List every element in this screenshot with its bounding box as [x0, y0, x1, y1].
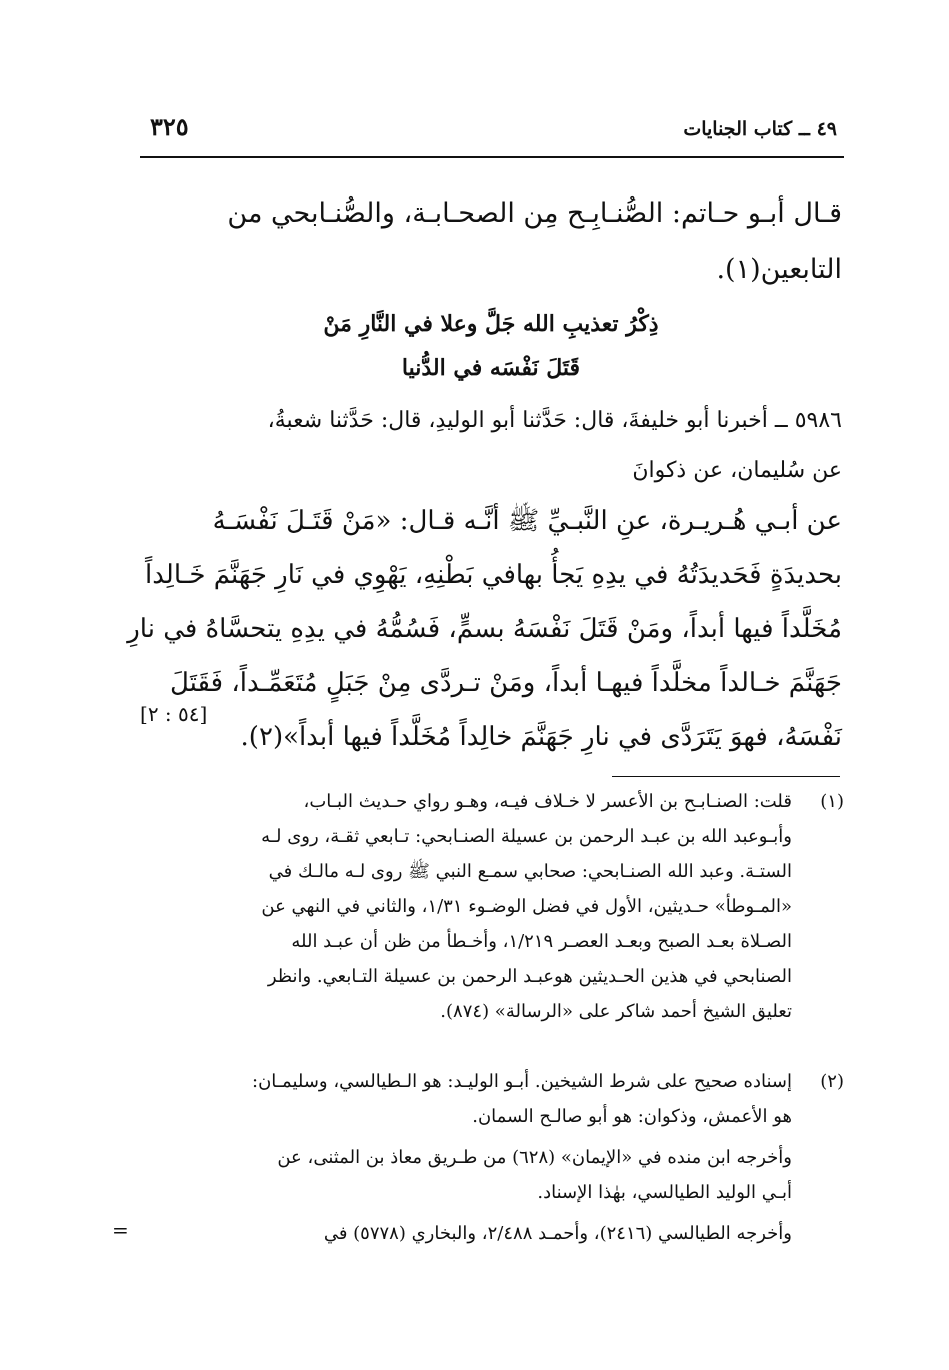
running-header-chapter: ٤٩ ــ كتاب الجنايات [683, 118, 837, 140]
intro-paragraph [140, 186, 842, 298]
matn-line: مُخَلَّداً فيها أبداً، ومَنْ قَتَلَ نَفْسَهُ بسمٍّ، فَسُمُّهُ في يدِهِ يتحسَّاهُ في نارِ [127, 614, 842, 644]
intro-line: التابعين(١). [716, 254, 842, 285]
footnote-number: (٢) [820, 1071, 844, 1092]
matn-line: جَهَنَّمَ خـالداً مخلَّداً فيهـا أبداً، ومَنْ تـردَّى مِنْ جَبَلٍ مُتَعَمِّـداً، فَقَتَلَ [169, 668, 842, 698]
section-title-line: قَتَلَ نَفْسَه في الدُّنيا [401, 355, 581, 381]
page-number: ٣٢٥ [150, 112, 189, 141]
continuation-mark: = [112, 1218, 129, 1242]
footnote-body [130, 1064, 792, 1134]
footnote-line: قلت: الصنـابـح بن الأعسر لا خـلاف فيـه، وهـو رواي حـديث البـاب، [303, 791, 792, 812]
isnad-line: ٥٩٨٦ ــ أخبرنا أبو خليفةَ، قال: حَدَّثنا أبو الوليدِ، قال: حَدَّثنا شعبةُ، [267, 408, 842, 433]
footnote-line: إسناده صحيح على شرط الشيخين. أبـو الوليـد: هو الـطيالسي، وسليمـان: [252, 1071, 792, 1092]
footnote-line: الصـلاة بعـد الصبح وبعـد العصـر ١/٢١٩، وأخـطأ من ظن أن عبـد الله [291, 931, 792, 952]
footnote-line: أبـي الوليد الطيالسي، بهٰذا الإسناد. [537, 1182, 792, 1203]
footnote-1 [130, 784, 842, 1029]
footnote-line: وأبـوعبد الله بن عبـد الرحمن بن عسيلة الصنـابحي: تـابعي ثقـة، روى لـه [261, 826, 792, 847]
footnote-line: الصنابحي في هذين الحـديثين هوعبـد الرحمن بن عسيلة التـابعي. وانظر [267, 966, 792, 987]
hadith-reference: [٥٤ : ٢] [140, 702, 208, 726]
footnote-body [130, 784, 792, 1029]
section-title-line: ذِكْرُ تعذيبِ الله جَلَّ وعلا في النَّارِ مَنْ [323, 311, 659, 337]
footnote-divider [612, 776, 840, 777]
matn-line: بحديدَةٍ فَحَديدَتُهُ في يدِهِ يَجأُ بهافي بَطْنِهِ، يَهْوِي في نَارِ جَهَنَّمَ خَـالِداً [145, 560, 842, 590]
footnote-2 [130, 1064, 842, 1134]
footnote-2-paragraph [130, 1140, 792, 1210]
hadith-matn [127, 494, 842, 764]
matn-line: نَفْسَهُ، فهوَ يَتَرَدَّى في نارِ جَهَنَّمَ خالِداً مُخَلَّداً فيها أبداً»(٢). [240, 722, 842, 752]
footnote-number: (١) [820, 791, 844, 812]
section-title [140, 302, 842, 390]
footnote-line: الستـة. وعبد الله الصنـابحي: صحابي سمـع النبي ﷺ روى لـه مالـك في [268, 861, 792, 882]
matn-line: عن أبـي هُـريـرة، عنِ النَّبـيِّ ﷺ أنَّـه قـال: «مَنْ قَتَـلَ نَفْسَـهُ [212, 506, 842, 536]
footnote-line: هو الأعمش، وذكوان: هو أبو صالـح السمان. [472, 1106, 792, 1127]
isnad-line: عن سُليمان، عن ذكوانَ [632, 458, 842, 483]
intro-line: قـال أبـو حـاتم: الصُّنـابِـح مِن الصحـابـة، والصُّنـابحي من [227, 198, 842, 229]
footnote-line: وأخرجه الطيالسي (٢٤١٦)، وأحمـد ٢/٤٨٨، والبخاري (٥٧٧٨) في [323, 1223, 792, 1244]
hadith-isnad [140, 396, 842, 496]
footnote-line: تعليق الشيخ أحمد شاكر على «الرسالة» (٨٧٤). [440, 1001, 792, 1022]
footnote-line: «المـوطأ» حـديثين، الأول في فضل الوضـوء ١/٣١، والثاني في النهي عن [261, 896, 792, 917]
footnote-2-last-line [110, 1216, 792, 1251]
header-divider [140, 156, 844, 158]
footnote-line: وأخرجه ابن منده في «الإيمان» (٦٢٨) من طـريق معاذ بن المثنى، عن [277, 1147, 792, 1168]
